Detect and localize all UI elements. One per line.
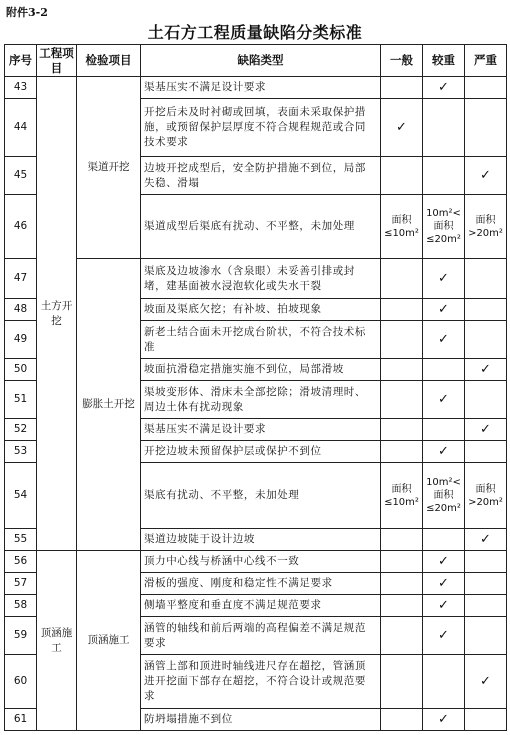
row-number: 59 (5, 617, 37, 655)
defect-cell: 滑板的强度、刚度和稳定性不满足要求 (141, 573, 381, 595)
check-icon: ✓ (480, 421, 491, 437)
check-icon: ✓ (438, 553, 449, 569)
row-number: 47 (5, 259, 37, 299)
defect-cell: 涵管上部和顶进时轴线进尺存在超挖，管涵顶进开挖面下部存在超挖，不符合设计或规范要求 (141, 655, 381, 709)
severe-cell (465, 381, 507, 419)
severe-cell (465, 617, 507, 655)
major-cell (423, 441, 465, 463)
general-cell (381, 99, 423, 157)
defect-cell: 渠基压实不满足设计要求 (141, 77, 381, 99)
check-icon: ✓ (480, 673, 491, 689)
check-icon: ✓ (438, 79, 449, 95)
defect-cell: 渠道边坡陡于设计边坡 (141, 529, 381, 551)
severe-cell (465, 709, 507, 731)
major-cell (423, 259, 465, 299)
check-icon: ✓ (438, 391, 449, 407)
major-cell: 10m²<面积≤20m² (423, 463, 465, 529)
defect-cell: 防坍塌措施不到位 (141, 709, 381, 731)
row-number: 60 (5, 655, 37, 709)
row-number: 57 (5, 573, 37, 595)
general-cell (381, 381, 423, 419)
general-cell (381, 299, 423, 321)
general-cell (381, 655, 423, 709)
row-number: 46 (5, 195, 37, 259)
header-major: 较重 (423, 45, 465, 77)
severe-cell (465, 573, 507, 595)
major-cell (423, 529, 465, 551)
defect-cell: 渠道成型后渠底有扰动、不平整，未加处理 (141, 195, 381, 259)
row-number: 56 (5, 551, 37, 573)
general-cell (381, 709, 423, 731)
severe-cell (465, 99, 507, 157)
severe-cell (465, 419, 507, 441)
defect-cell: 坡面及渠底欠挖；有补坡、拍坡现象 (141, 299, 381, 321)
table-row (5, 259, 507, 299)
defect-cell: 涵管的轴线和前后两端的高程偏差不满足规范要求 (141, 617, 381, 655)
severe-cell (465, 529, 507, 551)
general-cell (381, 529, 423, 551)
row-number: 54 (5, 463, 37, 529)
major-cell: 10m²<面积≤20m² (423, 195, 465, 259)
general-cell (381, 419, 423, 441)
project-jacking-culvert: 顶涵施工 (37, 551, 77, 731)
row-number: 45 (5, 157, 37, 195)
general-cell (381, 617, 423, 655)
row-number: 50 (5, 359, 37, 381)
general-cell: 面积≤10m² (381, 195, 423, 259)
major-cell (423, 551, 465, 573)
major-cell (423, 359, 465, 381)
row-number: 48 (5, 299, 37, 321)
defect-cell: 顶力中心线与桥涵中心线不一致 (141, 551, 381, 573)
major-cell (423, 617, 465, 655)
header-project: 工程项目 (37, 45, 77, 77)
severe-cell (465, 77, 507, 99)
major-cell (423, 655, 465, 709)
header-row (5, 45, 507, 77)
severe-cell (465, 259, 507, 299)
defect-cell: 开挖后未及时衬砌或回填，表面未采取保护措施，或预留保护层厚度不符合规程规范或合同技术要求 (141, 99, 381, 157)
major-cell (423, 709, 465, 731)
major-cell (423, 99, 465, 157)
general-cell (381, 441, 423, 463)
severe-cell (465, 299, 507, 321)
general-cell (381, 157, 423, 195)
header-inspection: 检验项目 (77, 45, 141, 77)
inspection-jacking-culvert: 顶涵施工 (77, 551, 141, 731)
check-icon: ✓ (438, 575, 449, 591)
severe-cell (465, 441, 507, 463)
table-row (5, 551, 507, 573)
check-icon: ✓ (438, 711, 449, 727)
severe-cell (465, 655, 507, 709)
header-severe: 严重 (465, 45, 507, 77)
defect-cell: 侧墙平整度和垂直度不满足规范要求 (141, 595, 381, 617)
check-icon: ✓ (480, 361, 491, 377)
row-number: 44 (5, 99, 37, 157)
general-cell (381, 359, 423, 381)
major-cell (423, 381, 465, 419)
general-cell (381, 573, 423, 595)
check-icon: ✓ (438, 443, 449, 459)
check-icon: ✓ (438, 270, 449, 286)
check-icon: ✓ (480, 167, 491, 183)
check-icon: ✓ (480, 531, 491, 547)
severe-cell: 面积>20m² (465, 463, 507, 529)
defect-cell: 渠底及边坡渗水（含泉眼）未妥善引排或封堵，建基面被水浸泡软化或失水干裂 (141, 259, 381, 299)
general-cell (381, 259, 423, 299)
page-title: 土石方工程质量缺陷分类标准 (147, 23, 363, 42)
defect-cell: 渠基压实不满足设计要求 (141, 419, 381, 441)
inspection-canal: 渠道开挖 (77, 77, 141, 259)
row-number: 61 (5, 709, 37, 731)
severe-cell (465, 359, 507, 381)
inspection-expansive-soil: 膨胀土开挖 (77, 259, 141, 551)
row-number: 49 (5, 321, 37, 359)
severe-cell (465, 157, 507, 195)
check-icon: ✓ (438, 331, 449, 347)
major-cell (423, 299, 465, 321)
severe-cell (465, 595, 507, 617)
defect-classification-table (4, 44, 507, 731)
defect-cell: 坡面抗滑稳定措施实施不到位，局部滑坡 (141, 359, 381, 381)
row-number: 52 (5, 419, 37, 441)
row-number: 55 (5, 529, 37, 551)
major-cell (423, 321, 465, 359)
table-row (5, 77, 507, 99)
check-icon: ✓ (438, 301, 449, 317)
major-cell (423, 77, 465, 99)
row-number: 43 (5, 77, 37, 99)
project-earthwork: 土方开挖 (37, 77, 77, 551)
major-cell (423, 595, 465, 617)
general-cell (381, 551, 423, 573)
row-number: 53 (5, 441, 37, 463)
header-general: 一般 (381, 45, 423, 77)
general-cell (381, 595, 423, 617)
annex-label: 附件3-2 (6, 6, 48, 19)
major-cell (423, 419, 465, 441)
check-icon: ✓ (396, 119, 407, 135)
defect-cell: 渠坡变形体、滑床未全部挖除；滑坡清理时、周边土体有扰动现象 (141, 381, 381, 419)
check-icon: ✓ (438, 597, 449, 613)
severe-cell: 面积>20m² (465, 195, 507, 259)
header-defect: 缺陷类型 (141, 45, 381, 77)
general-cell (381, 77, 423, 99)
defect-cell: 边坡开挖成型后，安全防护措施不到位，局部失稳、滑塌 (141, 157, 381, 195)
general-cell (381, 321, 423, 359)
row-number: 51 (5, 381, 37, 419)
general-cell: 面积≤10m² (381, 463, 423, 529)
header-no: 序号 (5, 45, 37, 77)
severe-cell (465, 321, 507, 359)
major-cell (423, 157, 465, 195)
defect-cell: 新老土结合面未开挖成台阶状，不符合技术标准 (141, 321, 381, 359)
check-icon: ✓ (438, 627, 449, 643)
major-cell (423, 573, 465, 595)
defect-cell: 开挖边坡未预留保护层或保护不到位 (141, 441, 381, 463)
severe-cell (465, 551, 507, 573)
row-number: 58 (5, 595, 37, 617)
defect-cell: 渠底有扰动、不平整，未加处理 (141, 463, 381, 529)
